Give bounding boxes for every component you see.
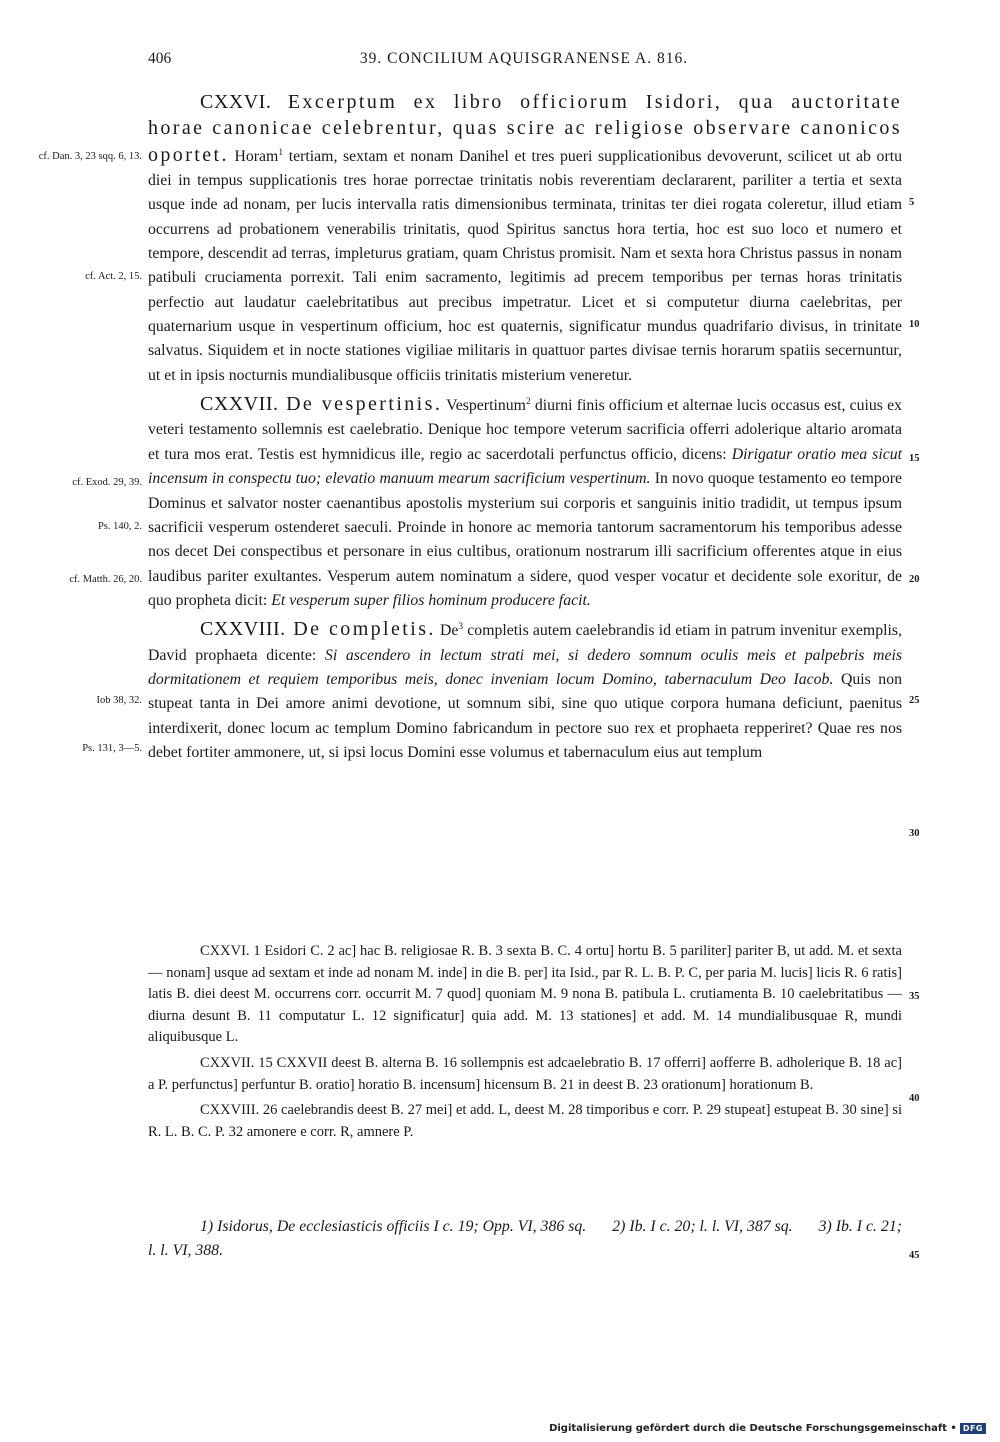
footnote-marker: 1: [278, 147, 284, 158]
line-number: 10: [909, 319, 920, 330]
section-cxxvii: [148, 392, 902, 613]
page-number: 406: [148, 50, 172, 67]
dfg-logo-icon: DFG: [960, 1423, 986, 1434]
apparatus-entry: CXXVI. 1 Esidori C. 2 ac] hac B. religiosae R. B. 3 sexta B. C. 4 ortu] hortu B. 5 pariliter] pariter B, ut add. M. et sexta — nonam] usque ad sextam et inde ad nonam M. inde] in die B. per] ita Isid., par R. L. B. P. C, per paria M. lucis] licis R. 6 ratis] latis B. diei deest M. occurrens corr. occurrit M. 7 quod] quoniam M. 9 nona B. patibula L. crutiamenta B. 10 caelebritatibus — diurna desunt B. 11 computatur L. 12 significatur] quia add. M. 13 stationes] et add. M. 14 mundialibusquae R, mundi aliquibusque L.: [148, 943, 902, 1046]
section-text: Quis non stupeat tanta in Dei amore animi devotione, ut somnum sibi, sine quo utique corpora humana deficiunt, paenitus interdixerit, donec locum ac templum Domino fabricandum in pectore suo rex et prophaeta repperiret? Quae res nos debet fortiter ammonere, ut, si ipsi locus Domini esse volumus et tabernaculum eius aut templum: [148, 670, 902, 761]
scripture-quote: Et vesperum super filios hominum producere facit.: [271, 591, 591, 609]
footnote-3: 3) Ib. I c. 21; l. l. VI, 388.: [148, 1218, 902, 1259]
line-number: 15: [909, 453, 920, 464]
apparatus-entry: CXXVIII. 26 caelebrandis deest B. 27 mei] et add. L, deest M. 28 timporibus e corr. P. 29 stupeat] estupeat B. 30 sine] si R. L. B. C. P. 32 amonere e corr. R, amnere P.: [148, 1102, 902, 1140]
margin-ref: cf. Matth. 26, 20.: [69, 574, 142, 585]
main-text: [148, 90, 902, 765]
line-number: 25: [909, 695, 920, 706]
footnotes: [148, 1215, 902, 1263]
footnote-1: 1) Isidorus, De ecclesiasticis officiis I c. 19; Opp. VI, 386 sq.: [200, 1218, 587, 1235]
line-number: 5: [909, 197, 915, 208]
line-number: 40: [909, 1093, 920, 1104]
critical-apparatus: [148, 941, 902, 1147]
section-title: CXXVIII. De completis.: [200, 618, 436, 641]
section-title: CXXVI. Excerptum ex libro officiorum Isidori, qua auctoritate horae canonicae celebrentur, quas scire ac religiose observare canonicos oportet.: [148, 91, 903, 166]
page-header: [148, 50, 900, 72]
running-title: 39. CONCILIUM AQUISGRANENSE A. 816.: [359, 50, 689, 67]
digitization-footer: [549, 1423, 986, 1434]
margin-ref: cf. Act. 2, 15.: [85, 271, 142, 282]
scripture-quote: Si ascendero in lectum strati mei, si dedero somnum oculis meis et palpebris meis dormitationem et requiem temporibus meis, donec inveniam locum Domino, tabernaculum Deo Iacob.: [148, 646, 903, 688]
margin-ref: cf. Dan. 3, 23 sqq. 6, 13.: [38, 151, 142, 162]
section-first-word: Horam: [234, 147, 279, 165]
section-first-word: De: [439, 622, 459, 640]
section-title: CXXVII. De vespertinis.: [200, 393, 443, 416]
line-number: 30: [909, 828, 920, 839]
section-cxxvi: [148, 90, 902, 388]
margin-ref: Iob 38, 32.: [96, 695, 142, 706]
margin-ref: Ps. 140, 2.: [97, 521, 142, 532]
section-text: diurni finis officium et alternae lucis occasus est, cuius ex veteri testamento sollemnis est caelebratio. Denique hoc tempore veterum sacrificia offerri adolerique altario aromata et tura mos erat. Testis est hymnidicus ille, regio ac sacerdotali perfunctus officio, dicens:: [148, 397, 902, 463]
line-number: 20: [909, 574, 920, 585]
margin-ref: cf. Exod. 29, 39.: [72, 477, 142, 488]
section-first-word: Vespertinum: [446, 397, 526, 415]
footnote-2: 2) Ib. I c. 20; l. l. VI, 387 sq.: [612, 1218, 793, 1235]
section-text: completis autem caelebrandis id etiam in patrum invenitur exemplis, David prophaeta dicente:: [148, 622, 902, 664]
line-number: 45: [909, 1250, 920, 1261]
section-text: tertiam, sextam et nonam Danihel et tres pueri supplicationibus devoverunt, scilicet ut ab ortu diei in tempus supplicationis tres horae porrectae trinitatis nobis reverentiam declararent, pariliter a tertia et sexta usque inde ad nonam, per lucis intervalla ratis dimensionibus terminata, trinitas ter diei rogata coleretur, illud etiam occurrens ad probationem venerabilis trinitatis, quod Spiritus sanctus hora tertia, hoc est suo loco et numero et tempore, descendit ad terras, impleturus gratiam, quam Christus promisit. Nam et sexta hora Christus passus in nonam patibuli cruciamenta porrexit. Tali enim sacramento, legitimis ad precem temporibus per ternas horas trinitatis perfectio aut laudatur caelebritatibus aut precibus impetratur. Licet et si computetur diurna caelebritas, per quaternarium usque in vespertinum officium, hoc est quaternis, significatur mundus quadrifario divisus, in trinitate salvatus. Siquidem et in nocte stationes vigiliae militaris in quattuor partes divisae ternis horarum spatiis secernuntur, ut et in ipsis nocturnis mundialibusque officiis trinitatis misterium veneretur.: [148, 147, 902, 384]
section-cxxviii: [148, 617, 902, 765]
section-text: In novo quoque testamento eo tempore Dominus et salvator noster caenantibus apostolis mysterium sui corporis et sanguinis initio tradidit, ut tempus ipsum sacrificii vesperum ostenderet saeculi. Proinde in honore ac memoria tantorum sacramentorum his temporibus adesse nos decet Dei conspectibus et personare in eius cultibus, orationum nostrarum illi sacrificium offerentes atque in eius laudibus pariter exultantes. Vesperum autem nominatum a sidere, quod vesper vocatur et decidente sole exoritur, de quo propheta dicit:: [148, 470, 903, 609]
footnote-marker: 2: [525, 397, 531, 408]
scripture-quote: Dirigatur oratio mea sicut incensum in conspectu tuo; elevatio manuum mearum sacrificium vespertinum.: [148, 445, 903, 488]
margin-ref: Ps. 131, 3—5.: [82, 743, 142, 754]
line-number: 35: [909, 991, 920, 1002]
funding-notice: Digitalisierung gefördert durch die Deutsche Forschungsgemeinschaft •: [549, 1423, 957, 1434]
footnote-marker: 3: [458, 622, 464, 633]
apparatus-entry: CXXVII. 15 CXXVII deest B. alterna B. 16 sollempnis est adcaelebratio B. 17 offerri] aofferre B. adholerique B. 18 ac] a P. perfunctus] perfuntur B. oratio] horatio B. incensum] hicensum B. 21 in deest B. 23 orationum] horationum B.: [148, 1054, 902, 1093]
